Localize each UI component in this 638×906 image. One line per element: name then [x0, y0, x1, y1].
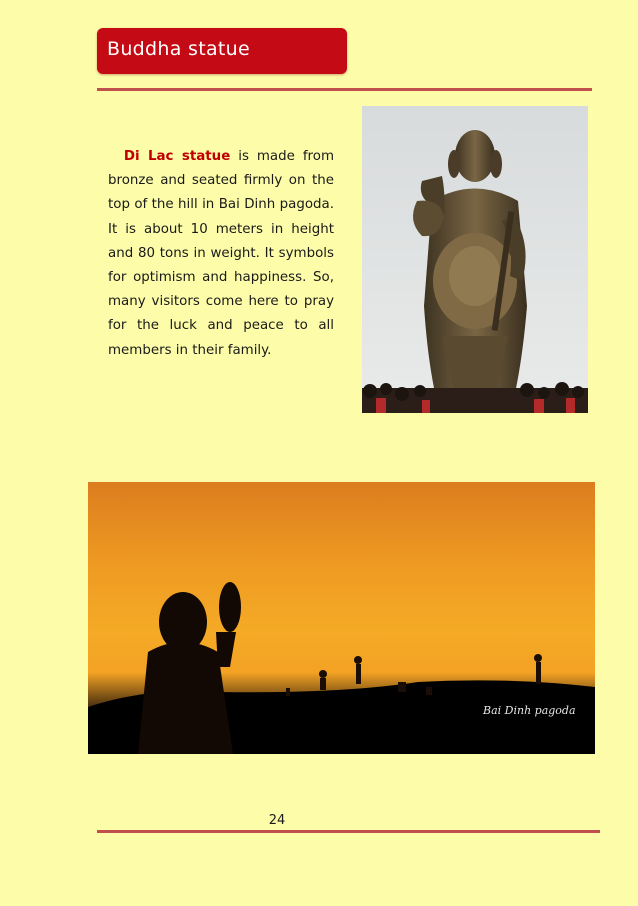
watermark-text — [482, 704, 576, 717]
watermark-bind: Bai Dinh pagoda — [483, 704, 576, 717]
page-number: 24 — [268, 813, 286, 828]
article-text: is made from bronze and seated firmly on the top of the hill in Bai Dinh pagoda. It is about 10 meters in height and 80 tons in weight. It symbols for optimism and happiness. So, many visitors come here to pray for the luck and peace to all members in their family. — [108, 149, 334, 358]
title-banner — [97, 28, 347, 74]
sunset-illustration — [88, 482, 595, 754]
article-paragraph — [108, 145, 334, 363]
header-divider — [97, 88, 592, 91]
page-title: Buddha statue — [107, 38, 250, 60]
di-lac-statue-photo — [362, 106, 588, 413]
statue-illustration — [362, 106, 588, 413]
sunset-silhouette-photo — [88, 482, 595, 754]
statue-name: Di Lac statue — [123, 149, 231, 164]
footer-divider — [97, 830, 600, 833]
